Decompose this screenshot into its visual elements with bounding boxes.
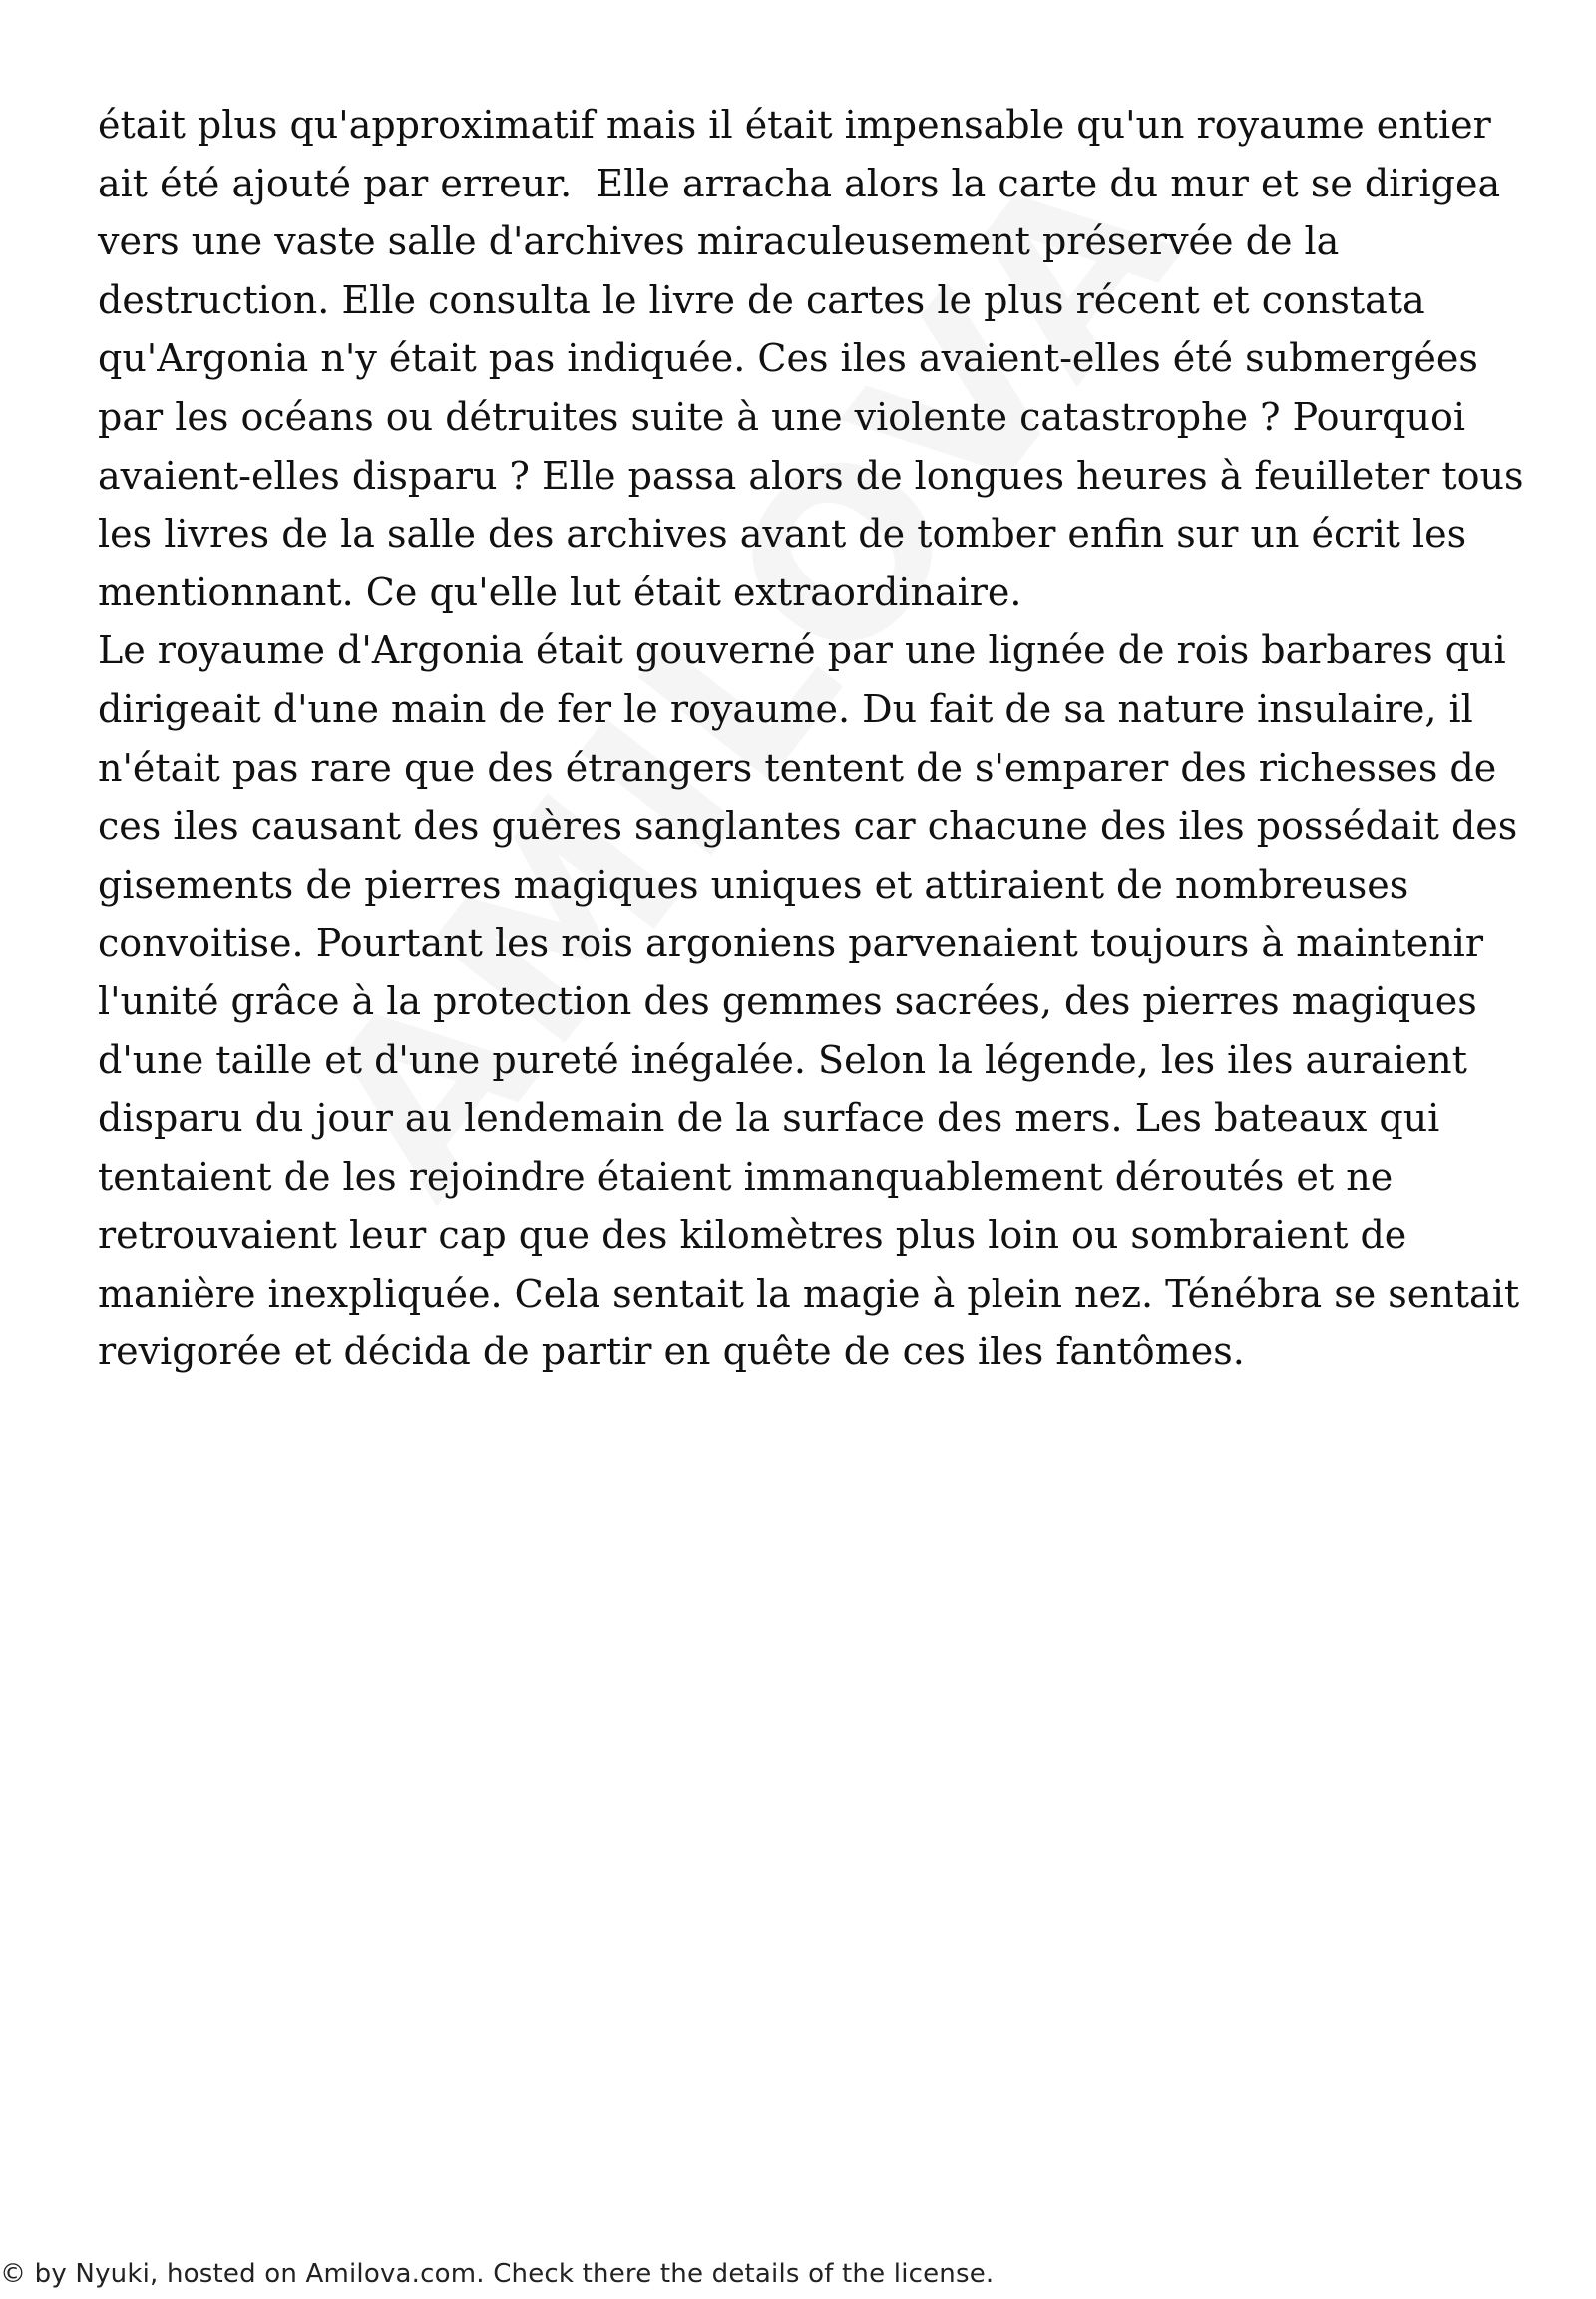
story-text [98, 96, 1534, 1381]
text-line: par les océans ou détruites suite à une violente catastrophe ? Pourquoi [98, 394, 1465, 439]
text-line: retrouvaient leur cap que des kilomètres plus loin ou sombraient de [98, 1213, 1407, 1258]
text-line: gisements de pierres magiques uniques et attiraient de nombreuses [98, 862, 1409, 907]
text-line: vers une vaste salle d'archives miraculeusement préservée de la [98, 219, 1340, 264]
text-line: les livres de la salle des archives avant de tomber enfin sur un écrit les [98, 512, 1467, 557]
text-line: destruction. Elle consulta le livre de cartes le plus récent et constata [98, 277, 1425, 322]
text-line: manière inexpliquée. Cela sentait la magie à plein nez. Ténébra se sentait [98, 1271, 1520, 1316]
text-line: mentionnant. Ce qu'elle lut était extraordinaire. [98, 570, 1022, 614]
text-line: était plus qu'approximatif mais il était impensable qu'un royaume entier [98, 103, 1491, 147]
text-line: l'unité grâce à la protection des gemmes sacrées, des pierres magiques [98, 978, 1477, 1023]
text-line: d'une taille et d'une pureté inégalée. Selon la légende, les iles auraient [98, 1037, 1467, 1082]
text-line: avaient-elles disparu ? Elle passa alors de longues heures à feuilleter tous [98, 453, 1524, 498]
text-line: disparu du jour au lendemain de la surface des mers. Les bateaux qui [98, 1096, 1440, 1141]
license-footer: © by Nyuki, hosted on Amilova.com. Check there the details of the license. [0, 2259, 995, 2289]
text-line: dirigeait d'une main de fer le royaume. Du fait de sa nature insulaire, il [98, 686, 1473, 731]
text-line: qu'Argonia n'y était pas indiquée. Ces iles avaient-elles été submergées [98, 336, 1478, 381]
text-line: revigorée et décida de partir en quête de ces iles fantômes. [98, 1330, 1245, 1374]
text-line: convoitise. Pourtant les rois argoniens parvenaient toujours à maintenir [98, 921, 1483, 965]
text-line: ait été ajouté par erreur. Elle arracha alors la carte du mur et se dirigea [98, 161, 1501, 205]
text-line: tentaient de les rejoindre étaient immanquablement déroutés et ne [98, 1154, 1394, 1199]
text-line: ces iles causant des guères sanglantes car chacune des iles possédait des [98, 804, 1518, 849]
text-line: Le royaume d'Argonia était gouverné par une lignée de rois barbares qui [98, 628, 1506, 673]
text-line: n'était pas rare que des étrangers tentent de s'emparer des richesses de [98, 745, 1497, 790]
